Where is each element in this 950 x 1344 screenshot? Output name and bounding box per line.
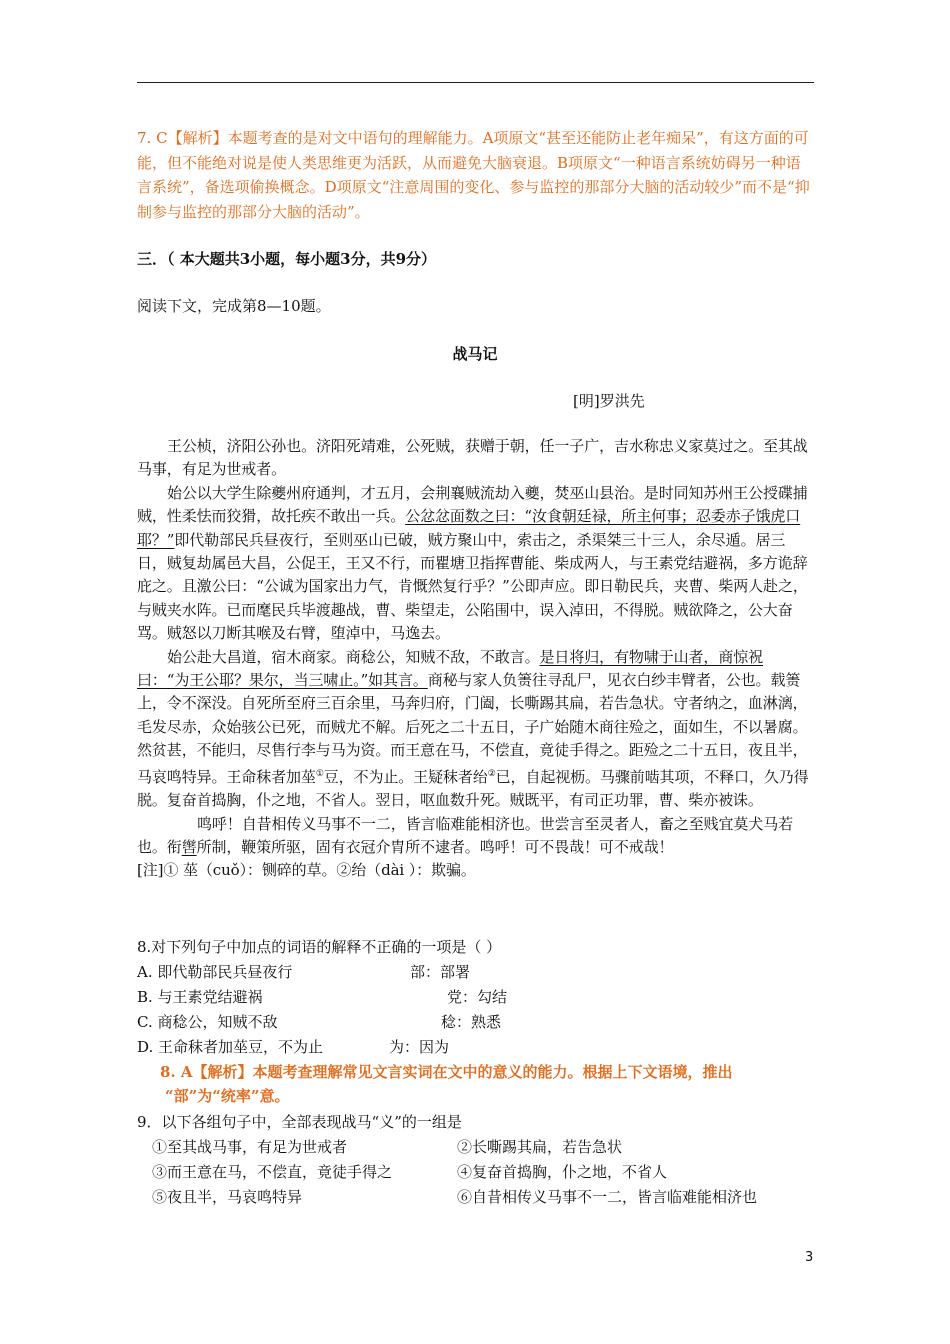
q9-item-2: ②长嘶踢其扁，若告急状 xyxy=(457,1138,623,1156)
q9-item-1: ①至其战马事，有足为世戒者 xyxy=(152,1138,348,1156)
para2-text-a: 始公以大学生除夔州府通判，才五月，会荆襄贼流劫入夔，焚巫山县治。是时同知苏州王公授碟捕贼，性柔怯而狡猾，故托疾不敢出一兵。 xyxy=(137,483,808,526)
para3-text-a: 始公赴大昌道，宿木商家。商稔公，知贼不敌，不敢言。 xyxy=(167,647,540,666)
passage-author: [明]罗洪先 xyxy=(573,392,645,410)
q8-answer-head: 8. A xyxy=(160,1063,193,1081)
q7-answer xyxy=(137,126,814,224)
q9-stem: 9．以下各组句子中，全部表现战马“义”的一组是 xyxy=(137,1113,462,1131)
passage-footnote: [注]① 莝（cuǒ）：铡碎的草。②绐（dài ）：欺骗。 xyxy=(137,861,476,880)
passage-paragraph-2 xyxy=(137,482,814,646)
passage-paragraph-1: 王公桢，济阳公孙也。济阳死靖难，公死贼，获赠于朝，任一子广，吉水称忠义家莫过之。至其战马事，有足为世戒者。 xyxy=(137,437,808,479)
passage-paragraph-3 xyxy=(137,646,814,813)
q8-option-b-gloss: 党：勾结 xyxy=(447,988,508,1006)
q8-option-c-gloss: 稔：熟悉 xyxy=(441,1013,502,1031)
q7-answer-tag: 【解析】 xyxy=(167,129,228,147)
passage-paragraph-4 xyxy=(137,813,814,860)
q8-option-c: C. 商稔公，知贼不敌 xyxy=(137,1013,278,1031)
q9-item-6: ⑥自昔相传义马事不一二，皆言临难能相济也 xyxy=(457,1188,758,1206)
q8-answer-line-1 xyxy=(160,1061,733,1082)
q8-option-b: B. 与王素党结避祸 xyxy=(137,988,263,1006)
q8-option-a-gloss: 部：部署 xyxy=(410,963,471,981)
note-ref-1: ① xyxy=(315,768,324,779)
para3-text-b: 商秘与家人负箦往寻乱尸，见衣白纱丰臂者，公也。载箦上，令不深没。自死所至府三百余里，马奔归府，门阖，长嘶踢其扁，若告急状。守者纳之，血淋漓，毛发尽赤，众始骇公已死，而贼尤不解。后死之二十五日，子广始随木商往殓之，面如生，不以暑腐。然贫甚，不能归，尽售行李与马为资。而王意在马，不偿直，竟徒手得之。距殓之二十五日，夜且半，马哀鸣特异。王命秣者加莝 xyxy=(137,671,808,786)
para3-underlined-sentence: 是日将归，有物啸于山者，商惊祝曰：“为王公耶？果尔，当三啸止。”如其言。 xyxy=(137,647,764,690)
q9-item-4: ④复奋首捣胸，仆之地，不省人 xyxy=(457,1163,668,1181)
para3-text-d: 已，自起视枥。马骤前啮其项，不释口，久乃得脱。复奋首捣胸，仆之地，不省人。翌日，呕血数升死。贼既平，有司正功罪，曹、柴亦被诛。 xyxy=(137,767,809,810)
para4-text-b: 所制，鞭策所驱，固有衣冠介胄所不逮者。鸣呼！可不畏哉！可不戒哉！ xyxy=(196,837,674,856)
reading-instruction: 阅读下文，完成第8—10题。 xyxy=(137,297,331,315)
note-ref-2: ② xyxy=(487,768,496,779)
para2-underlined-sentence: 公忿忿面数之曰：“汝食朝廷禄，所主何事；忍委赤子饿虎口耶？” xyxy=(137,507,801,549)
q8-option-d-gloss: 为：因为 xyxy=(389,1038,450,1056)
q8-option-a: A. 即代勒部民兵昼夜行 xyxy=(137,963,293,981)
q8-stem: 8.对下列句子中加点的词语的解释不正确的一项是（ ） xyxy=(137,938,502,956)
para3-text-c: 豆，不为止。王疑秣者绐 xyxy=(323,767,488,786)
q8-answer-tag: 【解析】 xyxy=(192,1063,253,1081)
header-rule xyxy=(137,82,814,83)
para4-dotted-word: 辔 xyxy=(181,837,197,856)
para4-text-a: 鸣呼！自昔相传义马事不一二，皆言临难能相济也。世尝言至灵者人，畜之至贱宜莫犬马若也。衔 xyxy=(137,814,794,856)
q8-answer-text: 本题考查理解常见文言实词在文中的意义的能力。根据上下文语境，推出 xyxy=(252,1063,733,1081)
page-number: 3 xyxy=(805,1250,814,1265)
q8-answer-line-2: “部”为“统率”意。 xyxy=(165,1087,290,1105)
q7-answer-head: 7. C xyxy=(137,129,168,147)
passage-title: 战马记 xyxy=(452,345,498,363)
passage-body xyxy=(137,435,814,883)
q7-answer-text: 本题考查的是对文中语句的理解能力。A项原文“甚至还能防止老年痴呆”，有这方面的可能，但不能绝对说是使人类思维更为活跃，从而避免大脑衰退。B项原文“一种语言系统妨碍另一种语言系统”，备选项偷换概念。D项原文“注意周围的变化、参与监控的那部分大脑的活动较少”而不是“抑制参与监控的那部分大脑的活动”。 xyxy=(137,129,810,221)
para2-text-b: 即代勒部民兵昼夜行，至则巫山已破，贼方聚山中，索击之，杀渠桀三十三人，余尽遁。居三日，贼复劫属邑大昌，公促王，王又不行，而瞿塘卫指挥曹能、柴成两人，与王素党结避祸，多方诡辞庇之。且激公曰：“公诚为国家出力气，肯慨然复行乎？”公即声应。即日勒民兵，夹曹、柴两人赴之，与贼夹水阵。已而麾民兵毕渡趣战，曹、柴望走，公陷围中，误入淖田，不得脱。贼欲降之，公大奋骂。贼怒以刀断其喉及右臂，堕淖中，马逸去。 xyxy=(137,530,808,643)
q8-option-d: D. 王命秣者加莝豆，不为止 xyxy=(137,1038,324,1056)
q9-item-5: ⑤夜且半，马哀鸣特异 xyxy=(152,1188,303,1206)
section3-heading: 三．（ 本大题共3小题，每小题3分，共9分） xyxy=(137,250,437,268)
q9-item-3: ③而王意在马，不偿直，竟徒手得之 xyxy=(152,1163,393,1181)
